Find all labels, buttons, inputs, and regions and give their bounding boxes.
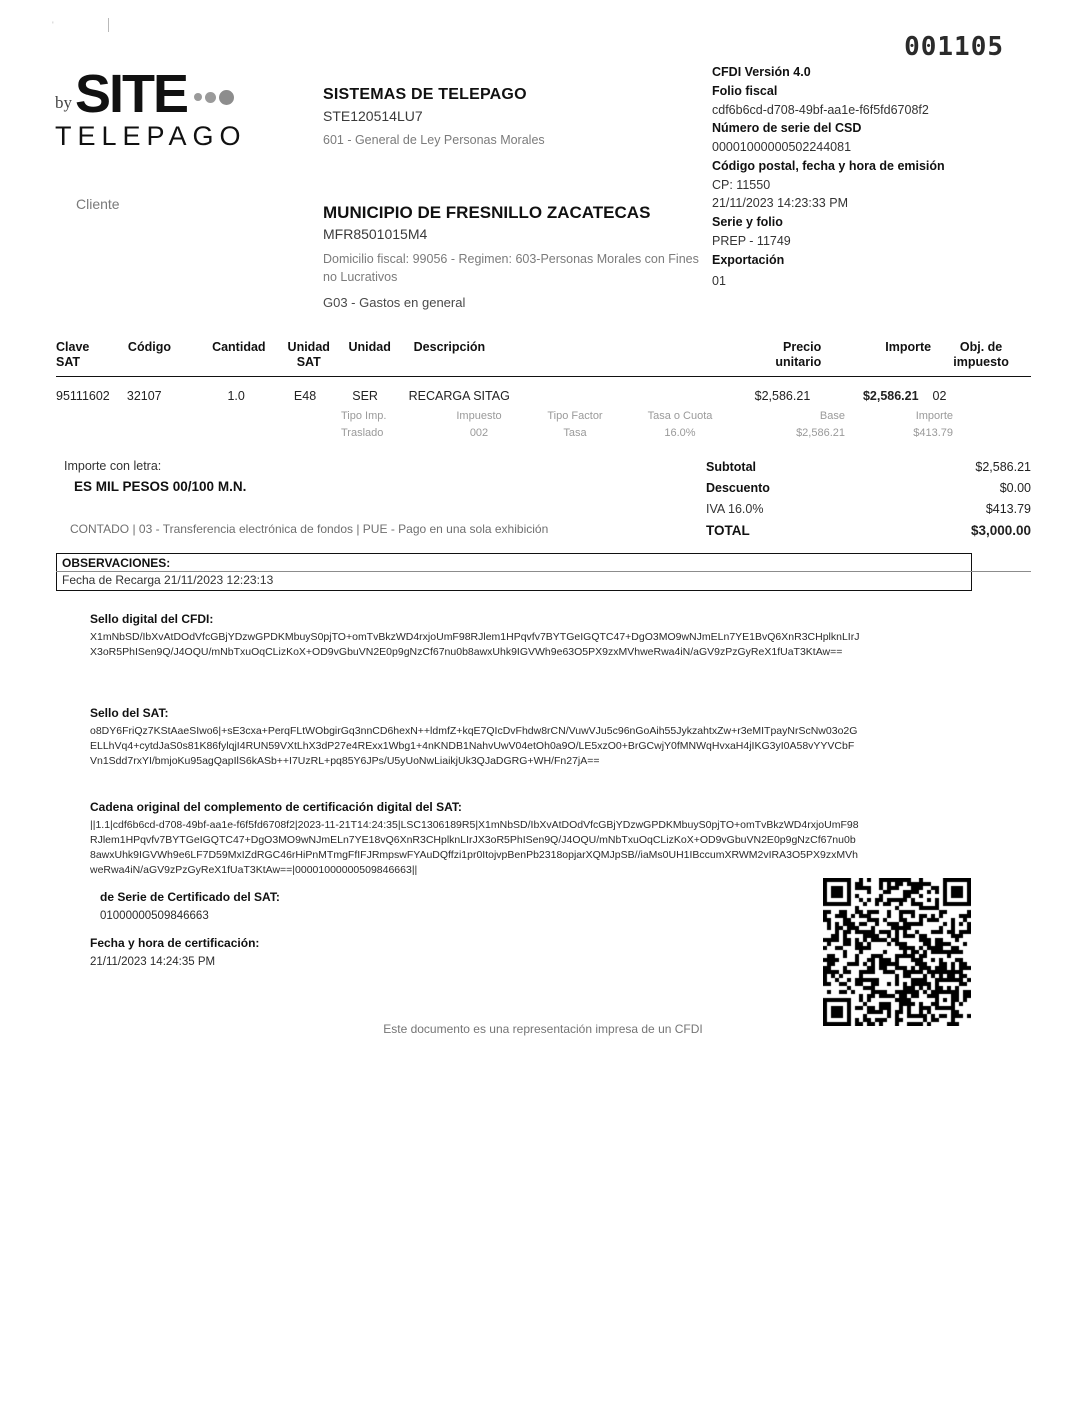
serie-csd-label: Número de serie del CSD bbox=[712, 121, 862, 136]
stamp-number: 001105 bbox=[904, 32, 1004, 62]
folio-fiscal-label: Folio fiscal bbox=[712, 83, 778, 98]
importe-letra-label: Importe con letra: bbox=[64, 459, 162, 473]
fecha-certificacion-block bbox=[90, 936, 860, 970]
taxes-row bbox=[341, 427, 981, 439]
value-descuento: $0.00 bbox=[999, 480, 1031, 495]
logo-dots-icon bbox=[191, 90, 234, 105]
company-logo bbox=[55, 64, 305, 152]
header-cantidad: Cantidad bbox=[212, 340, 266, 354]
sello-cfdi-block bbox=[90, 612, 860, 660]
header-obj-l2: impuesto bbox=[953, 355, 1009, 369]
qr-code-icon bbox=[823, 878, 971, 1026]
payment-conditions: CONTADO | 03 - Transferencia electrónica de fondos | PUE - Pago en una sola exhibición bbox=[70, 522, 549, 536]
emisor-name: SISTEMAS DE TELEPAGO bbox=[323, 86, 527, 103]
total-row-total bbox=[706, 519, 1031, 541]
emisor-regimen: 601 - General de Ley Personas Morales bbox=[323, 133, 545, 147]
serie-folio-value: PREP - 11749 bbox=[712, 233, 791, 248]
folio-fiscal-value: cdf6b6cd-d708-49bf-aa1e-f6f5fd6708f2 bbox=[712, 102, 929, 117]
header-precio-l2: unitario bbox=[775, 355, 822, 369]
receptor-uso-cfdi: G03 - Gastos en general bbox=[323, 295, 466, 311]
serie-csd-value: 00001000000502244081 bbox=[712, 140, 852, 154]
table-row bbox=[56, 377, 1031, 403]
cadena-original-title: Cadena original del complemento de certificación digital del SAT: bbox=[90, 800, 462, 814]
concepts-table bbox=[56, 340, 1031, 439]
sello-sat-body: o8DY6FriQz7KStAaeSIwo6|+sE3cxa+PerqFLtWObgirGq3nnCD6hexN++ldmfZ+kqE7QIcDvFhdw8rCN/VuwVJu5c96nGoAih55JykzahtxZw+r3eMITpayNrScNw03o2GELLhVq4+cytdJaS0s81K86fylqjI4RUN59VXtLhX3dP27e4RExx1Wbg1+4nKNDB1NahvUwV04etOh0a9O/LE5xzO0+BrGCwjY0fMNWqHvxaH4jIKG3yI0A58vYYVCbFVn1Sdd7rxYI/bmjoKu95agQapIlS6kASb++I7UzRL+pq85Y6JPs/U5yUoNwLiaikjUk3QJaDGRG+WH/Fn27jA== bbox=[90, 725, 858, 767]
emisor-rfc: STE120514LU7 bbox=[323, 108, 423, 124]
fecha-certificacion-value: 21/11/2023 14:24:35 PM bbox=[90, 956, 216, 968]
cell-tax-importe: $413.79 bbox=[913, 427, 953, 439]
logo-by-text: by bbox=[55, 92, 72, 112]
cadena-original-block bbox=[90, 800, 860, 878]
cell-tipo-imp: Traslado bbox=[341, 427, 384, 439]
header-tipo-imp: Tipo Imp. bbox=[341, 410, 387, 422]
concepts-table-header bbox=[56, 340, 1031, 377]
label-total: TOTAL bbox=[706, 522, 750, 538]
observaciones-title: OBSERVACIONES: bbox=[62, 556, 171, 570]
fecha-emision-value: 21/11/2023 14:23:33 PM bbox=[712, 196, 848, 211]
label-subtotal: Subtotal bbox=[706, 459, 756, 474]
receptor-block bbox=[323, 203, 718, 310]
sello-sat-title: Sello del SAT: bbox=[90, 706, 169, 720]
sello-cfdi-title: Sello digital del CFDI: bbox=[90, 612, 214, 626]
header-impuesto: Impuesto bbox=[456, 410, 502, 422]
sello-cfdi-body: X1mNbSD/IbXvAtDOdVfcGBjYDzwGPDKMbuyS0pjTO+omTvBkzWD4rxjoUmF98RJlem1HPqvfv7BYTGeIGQTC47+DgO3MO9wNJmELn7YE1BvQ6XnR3CHplknLIrJX3oR5PhISen9Q/J4OQU/mNbTxuOqCLizKoX+OD9vGbuVN2E0p9gNzCf67nu0b8awxUhk9IGVWh9e63O5PX9zxMVhweRwa4iN/aGV9zPzGyReX1fUaT3KtAw== bbox=[90, 631, 860, 658]
scan-artifact-dot: ' bbox=[52, 20, 54, 30]
cell-clave-sat: 95111602 bbox=[56, 389, 110, 403]
logo-site-text: SITE bbox=[75, 64, 188, 124]
cell-unidad: SER bbox=[352, 389, 378, 403]
cfdi-version-label: CFDI Versión 4.0 bbox=[712, 65, 811, 79]
header-precio-l1: Precio bbox=[783, 340, 822, 354]
cell-cantidad: 1.0 bbox=[227, 389, 245, 403]
value-total: $3,000.00 bbox=[970, 522, 1031, 538]
receptor-domicilio: Domicilio fiscal: 99056 - Regimen: 603-Personas Morales con Fines no Lucrativos bbox=[323, 252, 699, 285]
total-row-descuento bbox=[706, 477, 1031, 498]
header-tax-importe: Importe bbox=[915, 410, 953, 422]
header-codigo: Código bbox=[127, 340, 171, 354]
scan-artifact-mark bbox=[108, 18, 109, 32]
header-clave-sat-l1: Clave bbox=[56, 340, 90, 354]
cell-codigo: 32107 bbox=[126, 389, 162, 403]
total-row-subtotal bbox=[706, 456, 1031, 477]
serie-certificado-block bbox=[100, 890, 870, 924]
label-descuento: Descuento bbox=[706, 480, 770, 495]
header-descripcion: Descripción bbox=[413, 340, 486, 354]
totals-block bbox=[706, 456, 1031, 541]
header-base: Base bbox=[819, 410, 845, 422]
fecha-certificacion-title: Fecha y hora de certificación: bbox=[90, 936, 260, 950]
emisor-block bbox=[323, 86, 703, 147]
header-unidad: Unidad bbox=[348, 340, 391, 354]
sello-sat-block bbox=[90, 706, 860, 769]
value-iva: $413.79 bbox=[985, 501, 1031, 516]
cadena-original-body: ||1.1|cdf6b6cd-d708-49bf-aa1e-f6f5fd6708f2|2023-11-21T14:24:35|LSC1306189R5|X1mNbSD/IbXvAtDOdVfcGBjYDzwGPDKMbuyS0pjTO+omTvBkzWD4rxjoUmF98RJlem1HPqvfv7BYTGeIGQTC47+DgO3MO9wNJmELn7YE18vQ6XnR3CHplknLIrJX3oR5PhISen9Q/J4OQU/mNbTxuOqCLizKoX+OD9vGbuVN2E0p9gNzCf67nu0b8awxUhk9IGVWh9e6LF7D59MxIZdRGC46rHiPnMTmgFfIFJRmpswFYAuDQffzi1pr0ItojvpBenPb2318opjarXQMJpSB//iaMs0UH1IBccumXRWM2vIRA3O5PX9zxMVhweRwa4iN/aGV9zPzGyReX1fUaT3KtAw==|00001000000509846663|| bbox=[90, 819, 859, 876]
header-importe: Importe bbox=[885, 340, 932, 354]
cell-impuesto: 002 bbox=[469, 427, 489, 439]
fiscal-data-block bbox=[712, 64, 1012, 292]
serie-certificado-value: 01000000509846663 bbox=[100, 910, 209, 922]
footer-note: Este documento es una representación impresa de un CFDI bbox=[383, 1022, 703, 1036]
header-tasa-cuota: Tasa o Cuota bbox=[647, 410, 713, 422]
header-obj-l1: Obj. de bbox=[959, 340, 1003, 354]
header-unidad-sat-l2: SAT bbox=[296, 355, 321, 369]
observaciones-text: Fecha de Recarga 21/11/2023 12:23:13 bbox=[62, 573, 274, 587]
header-tipo-factor: Tipo Factor bbox=[547, 410, 603, 422]
cp-value: CP: 11550 bbox=[712, 177, 771, 192]
receptor-name: MUNICIPIO DE FRESNILLO ZACATECAS bbox=[323, 203, 651, 222]
cell-importe: $2,586.21 bbox=[862, 389, 919, 403]
total-row-iva bbox=[706, 498, 1031, 519]
cp-fecha-label: Código postal, fecha y hora de emisión bbox=[712, 158, 945, 173]
serie-folio-label: Serie y folio bbox=[712, 215, 783, 229]
taxes-subtable bbox=[341, 410, 981, 439]
exportacion-value: 01 bbox=[712, 274, 726, 289]
cliente-label: Cliente bbox=[76, 196, 120, 212]
logo-telepago-text: TELEPAGO bbox=[55, 120, 247, 151]
cell-obj-impuesto: 02 bbox=[932, 389, 947, 403]
cell-tasa-cuota: 16.0% bbox=[664, 427, 696, 439]
label-iva: IVA 16.0% bbox=[706, 501, 764, 516]
exportacion-label: Exportación bbox=[712, 252, 785, 267]
header-clave-sat-l2: SAT bbox=[56, 355, 81, 369]
cell-unidad-sat: E48 bbox=[293, 389, 317, 403]
cell-descripcion: RECARGA SITAG bbox=[408, 389, 510, 403]
cell-base: $2,586.21 bbox=[796, 427, 845, 439]
observaciones-divider bbox=[56, 571, 1031, 572]
cell-tipo-factor: Tasa bbox=[563, 427, 587, 439]
serie-certificado-title: de Serie de Certificado del SAT: bbox=[100, 890, 280, 904]
value-subtotal: $2,586.21 bbox=[975, 459, 1031, 474]
importe-letra-value: ES MIL PESOS 00/100 M.N. bbox=[74, 479, 247, 494]
header-unidad-sat-l1: Unidad bbox=[287, 340, 330, 354]
cell-precio-unitario: $2,586.21 bbox=[754, 389, 811, 403]
taxes-header bbox=[341, 410, 981, 422]
receptor-rfc: MFR8501015M4 bbox=[323, 226, 428, 242]
